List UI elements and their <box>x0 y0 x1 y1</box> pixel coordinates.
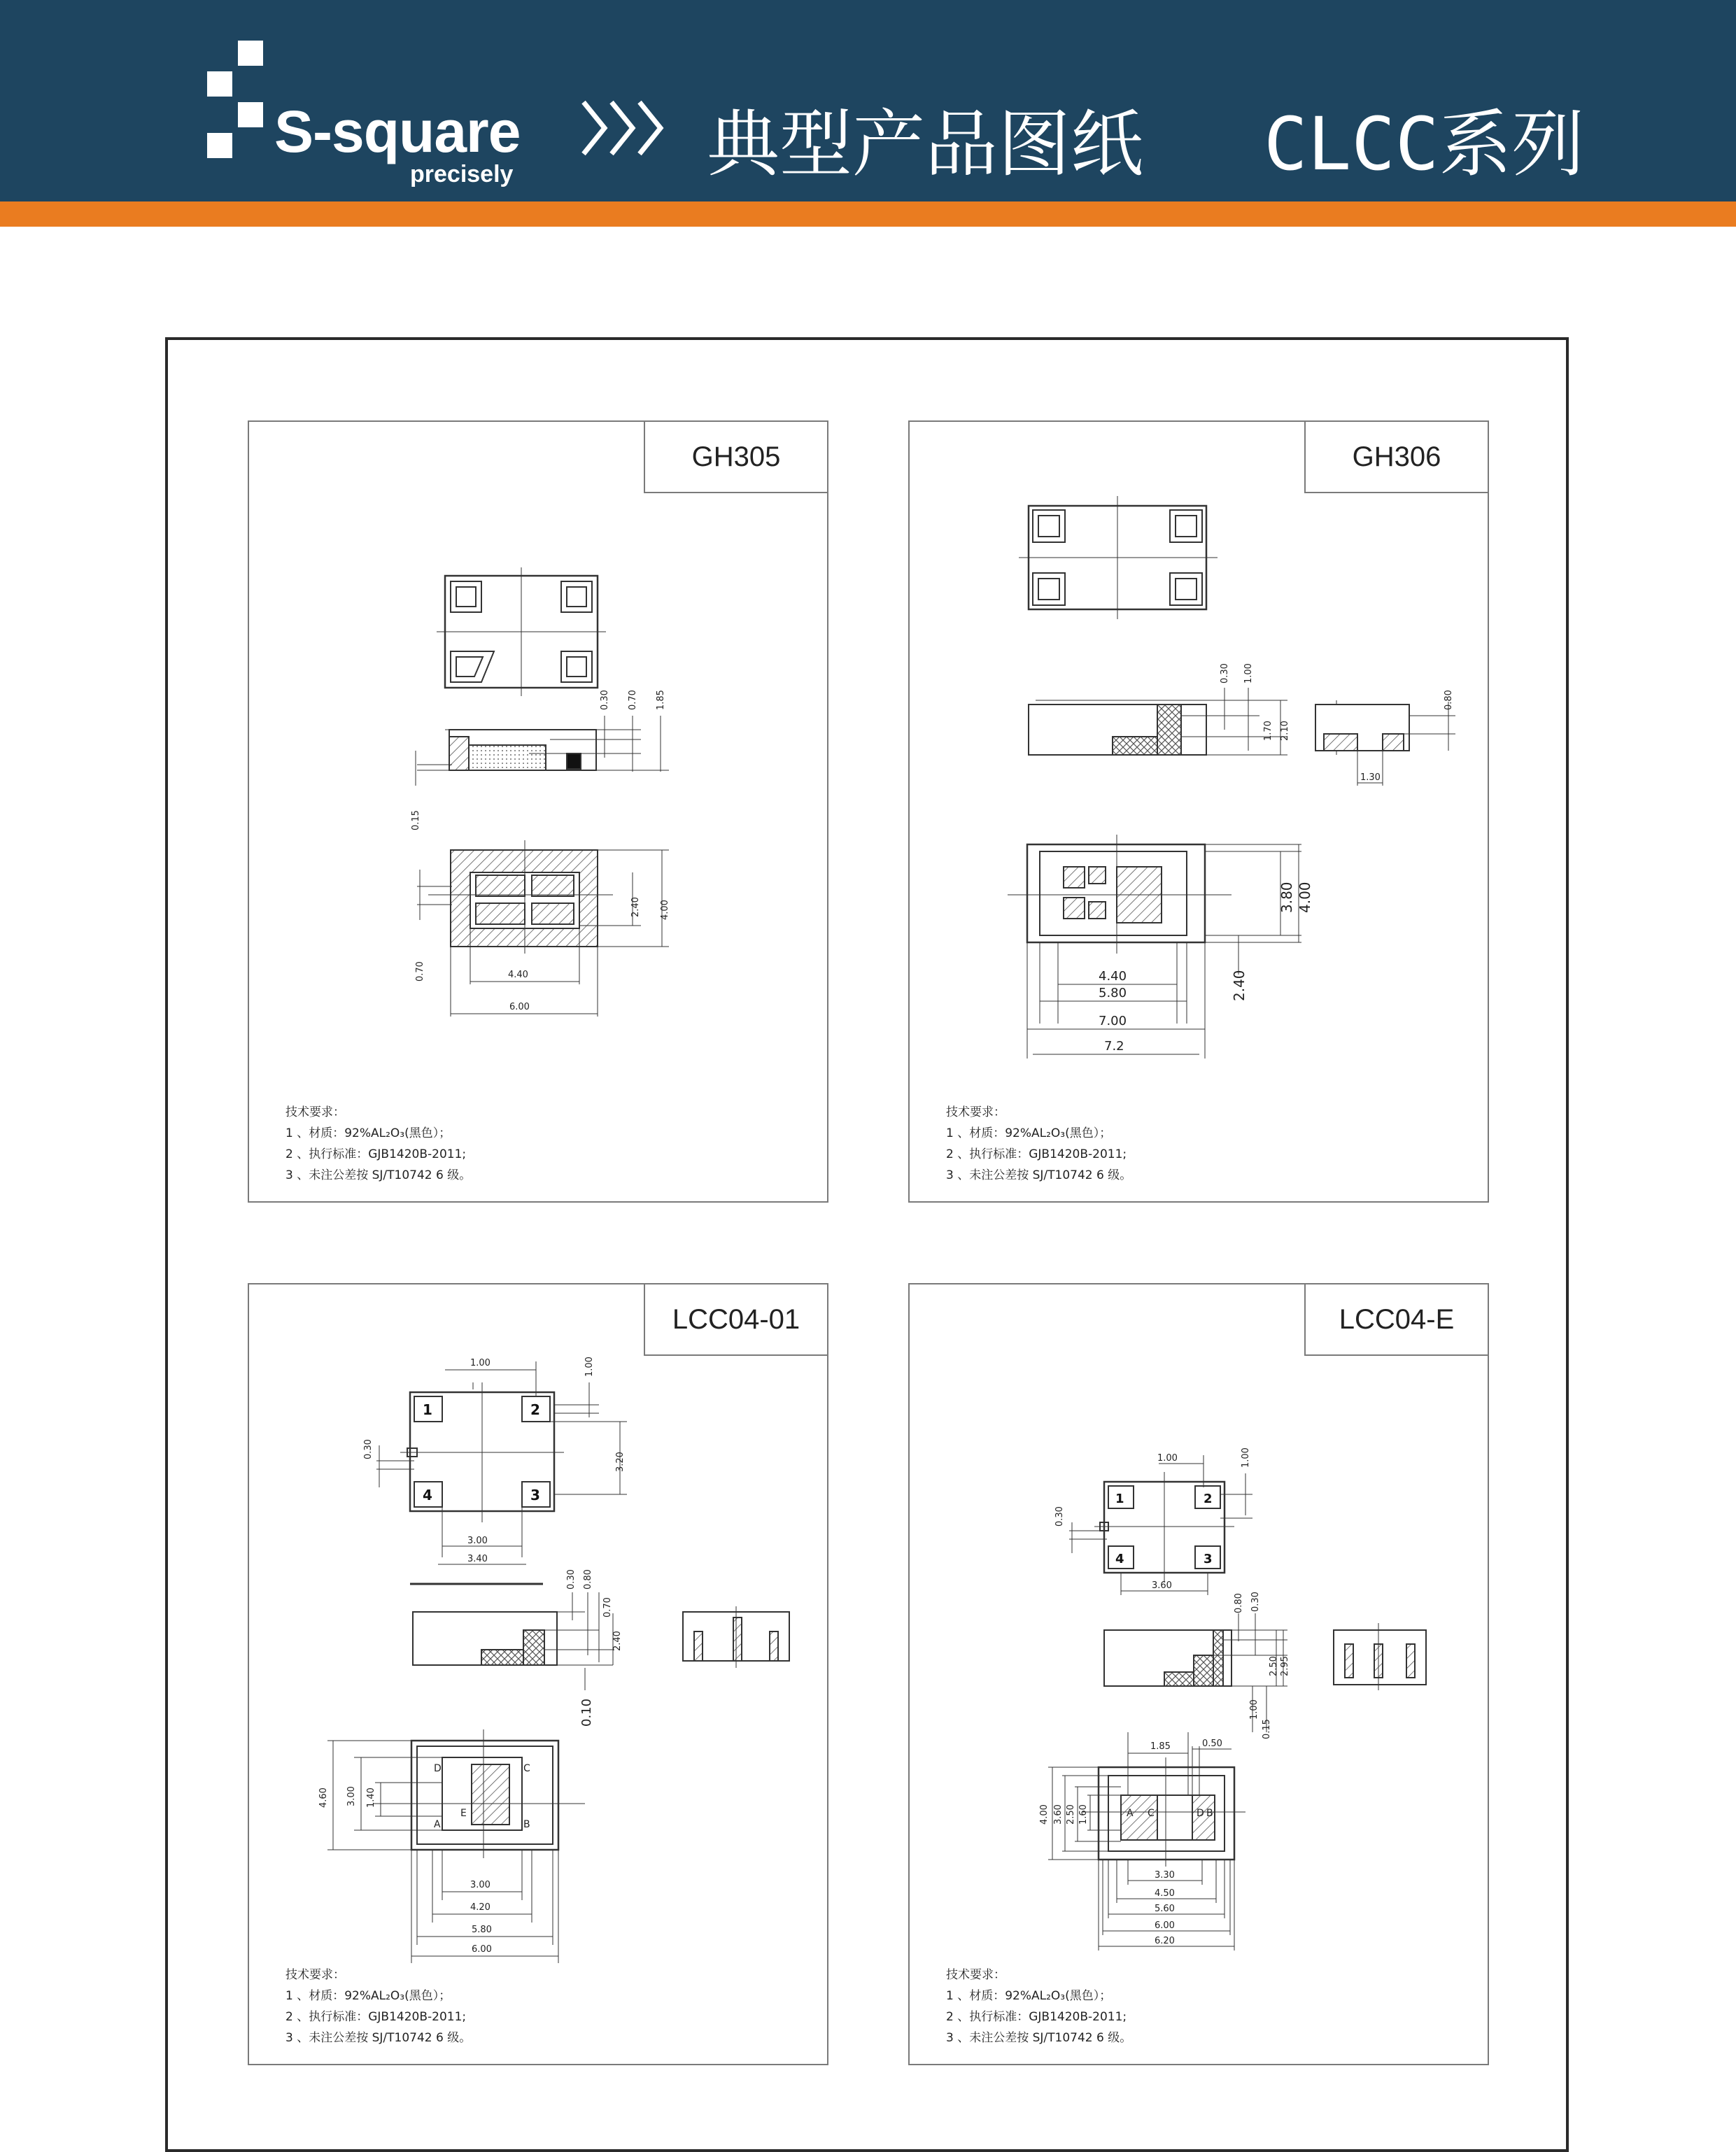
dim-label: 3.40 <box>467 1554 488 1564</box>
dim-label: 2.40 <box>612 1631 623 1651</box>
area-label: C <box>1148 1808 1155 1819</box>
dim-label: 1.00 <box>584 1357 595 1377</box>
tech-note-line: 2 、执行标准：GJB1420B-2011; <box>946 1147 1127 1161</box>
brand-tagline: precisely <box>410 161 514 187</box>
area-label: D <box>1197 1808 1204 1819</box>
dim-label: 4.00 <box>660 900 670 920</box>
dim-label: 4.50 <box>1155 1888 1175 1899</box>
dim-label: 6.20 <box>1155 1936 1175 1946</box>
dim-label: 0.70 <box>628 690 638 710</box>
dim-label: 2.40 <box>630 897 641 917</box>
tech-notes-heading: 技术要求： <box>285 1105 345 1119</box>
dim-label: 4.60 <box>318 1788 329 1808</box>
tech-notes-heading: 技术要求： <box>946 1968 1005 1982</box>
area-label: B <box>523 1819 530 1830</box>
tech-notes <box>285 1102 471 1186</box>
panel-title: GH306 <box>1304 420 1489 493</box>
tech-notes-heading: 技术要求： <box>285 1968 345 1982</box>
dim-label: 0.15 <box>1262 1719 1272 1739</box>
area-label: C <box>523 1763 530 1774</box>
pad-number: 3 <box>1204 1552 1213 1566</box>
pad-number: 1 <box>1115 1492 1124 1506</box>
dim-label: 6.00 <box>509 1002 530 1012</box>
dim-label: 2.50 <box>1269 1656 1279 1676</box>
dim-label: 1.85 <box>1150 1741 1171 1752</box>
pad-number: 3 <box>530 1487 540 1503</box>
drawing-panel-lcc04-e <box>908 1283 1489 2065</box>
drawing-panel-lcc04-01 <box>248 1283 828 2065</box>
panel-title: LCC04-E <box>1304 1283 1489 1356</box>
tech-note-line: 1 、材质：92%AL₂O₃(黑色）； <box>285 1989 451 2003</box>
dim-label: 1.00 <box>1157 1453 1178 1464</box>
dim-label: 5.60 <box>1155 1904 1175 1914</box>
dim-label: 7.00 <box>1099 1014 1127 1028</box>
dim-label: 0.80 <box>1234 1593 1244 1613</box>
dim-label: 0.70 <box>602 1597 613 1617</box>
dim-label: 4.20 <box>470 1902 491 1913</box>
chevron-right-icon <box>581 90 686 167</box>
dim-label: 0.50 <box>1202 1739 1222 1749</box>
dim-label: 0.30 <box>600 690 610 710</box>
dim-label: 0.30 <box>363 1439 374 1459</box>
dim-label: 1.60 <box>1078 1804 1089 1825</box>
drawing-panel-gh305 <box>248 420 828 1203</box>
drawing-panel-gh306 <box>908 420 1489 1203</box>
tech-note-line: 1 、材质：92%AL₂O₃(黑色）； <box>285 1126 451 1140</box>
dim-label: 0.80 <box>1444 690 1454 710</box>
tech-notes <box>946 1102 1131 1186</box>
tech-note-line: 3 、未注公差按 SJ/T10742 6 级。 <box>285 2031 472 2045</box>
dim-label: 1.00 <box>1241 1447 1251 1468</box>
tech-note-line: 3 、未注公差按 SJ/T10742 6 级。 <box>946 1168 1132 1182</box>
dim-label: 6.00 <box>472 1944 492 1955</box>
dim-label: 5.80 <box>1099 986 1127 1000</box>
dim-label: 3.60 <box>1053 1804 1064 1825</box>
dim-label: 1.40 <box>366 1788 376 1808</box>
pad-number: 2 <box>530 1401 540 1418</box>
dim-label: 4.00 <box>1297 882 1313 913</box>
panel-title: GH305 <box>644 420 828 493</box>
dim-label: 3.00 <box>467 1536 488 1546</box>
dim-label: 3.20 <box>615 1452 626 1472</box>
dim-label: 4.40 <box>1099 969 1127 984</box>
dim-label: 0.70 <box>415 961 425 982</box>
dim-label: 5.80 <box>472 1925 492 1935</box>
tech-notes <box>946 1965 1131 2048</box>
dim-label: 3.00 <box>470 1880 491 1890</box>
page-title: 典型产品图纸 <box>707 101 1144 187</box>
lcc04-01-drawing <box>249 1284 830 2067</box>
dim-label: 1.85 <box>656 690 666 710</box>
dim-label: 0.15 <box>411 810 421 830</box>
dim-label: 1.30 <box>1360 772 1381 783</box>
dim-label: 0.30 <box>1220 663 1230 684</box>
dim-label: 4.40 <box>508 970 528 980</box>
series-title: CLCC系列 <box>1264 101 1585 187</box>
lcc04-e-drawing <box>910 1284 1490 2067</box>
area-label: E <box>460 1808 467 1819</box>
dim-label: 3.00 <box>346 1786 357 1806</box>
logo-icon <box>207 41 270 167</box>
pad-number: 4 <box>1115 1552 1124 1566</box>
dim-label: 6.00 <box>1155 1920 1175 1931</box>
dim-label: 1.00 <box>470 1358 491 1368</box>
area-label: A <box>434 1819 441 1830</box>
dim-label: 0.30 <box>566 1569 577 1590</box>
dim-label: 2.40 <box>1231 970 1248 1001</box>
pad-number: 2 <box>1204 1492 1213 1506</box>
area-label: A <box>1127 1808 1134 1819</box>
pad-number: 1 <box>423 1401 432 1418</box>
tech-note-line: 3 、未注公差按 SJ/T10742 6 级。 <box>946 2031 1132 2045</box>
brand-name: S-square <box>274 99 521 164</box>
gh305-drawing <box>249 422 830 1204</box>
dim-label: 0.10 <box>579 1698 594 1727</box>
accent-stripe <box>0 201 1736 227</box>
dim-label: 3.60 <box>1152 1580 1172 1591</box>
dim-label: 0.30 <box>1250 1592 1261 1612</box>
dim-label: 1.70 <box>1263 721 1273 741</box>
tech-note-line: 1 、材质：92%AL₂O₃(黑色）； <box>946 1989 1112 2003</box>
area-label: D <box>434 1763 442 1774</box>
dim-label: 3.80 <box>1278 882 1295 913</box>
dim-label: 7.2 <box>1104 1039 1124 1054</box>
gh306-drawing <box>910 422 1490 1204</box>
dim-label: 1.00 <box>1249 1699 1259 1720</box>
area-label: B <box>1206 1808 1213 1819</box>
tech-note-line: 2 、执行标准：GJB1420B-2011; <box>946 2010 1127 2024</box>
dim-label: 1.00 <box>1243 663 1254 684</box>
tech-note-line: 2 、执行标准：GJB1420B-2011; <box>285 2010 467 2024</box>
dim-label: 3.30 <box>1155 1870 1175 1881</box>
tech-notes <box>285 1965 471 2048</box>
dim-label: 0.30 <box>1054 1506 1065 1527</box>
tech-notes-heading: 技术要求： <box>946 1105 1005 1119</box>
dim-label: 4.00 <box>1039 1804 1050 1825</box>
pad-number: 4 <box>423 1487 432 1503</box>
tech-note-line: 2 、执行标准：GJB1420B-2011; <box>285 1147 467 1161</box>
dim-label: 0.80 <box>583 1569 593 1590</box>
dim-label: 2.10 <box>1280 721 1290 741</box>
panel-title: LCC04-01 <box>644 1283 828 1356</box>
tech-note-line: 3 、未注公差按 SJ/T10742 6 级。 <box>285 1168 472 1182</box>
dim-label: 2.95 <box>1280 1656 1290 1676</box>
tech-note-line: 1 、材质：92%AL₂O₃(黑色）； <box>946 1126 1112 1140</box>
dim-label: 2.50 <box>1066 1804 1076 1825</box>
